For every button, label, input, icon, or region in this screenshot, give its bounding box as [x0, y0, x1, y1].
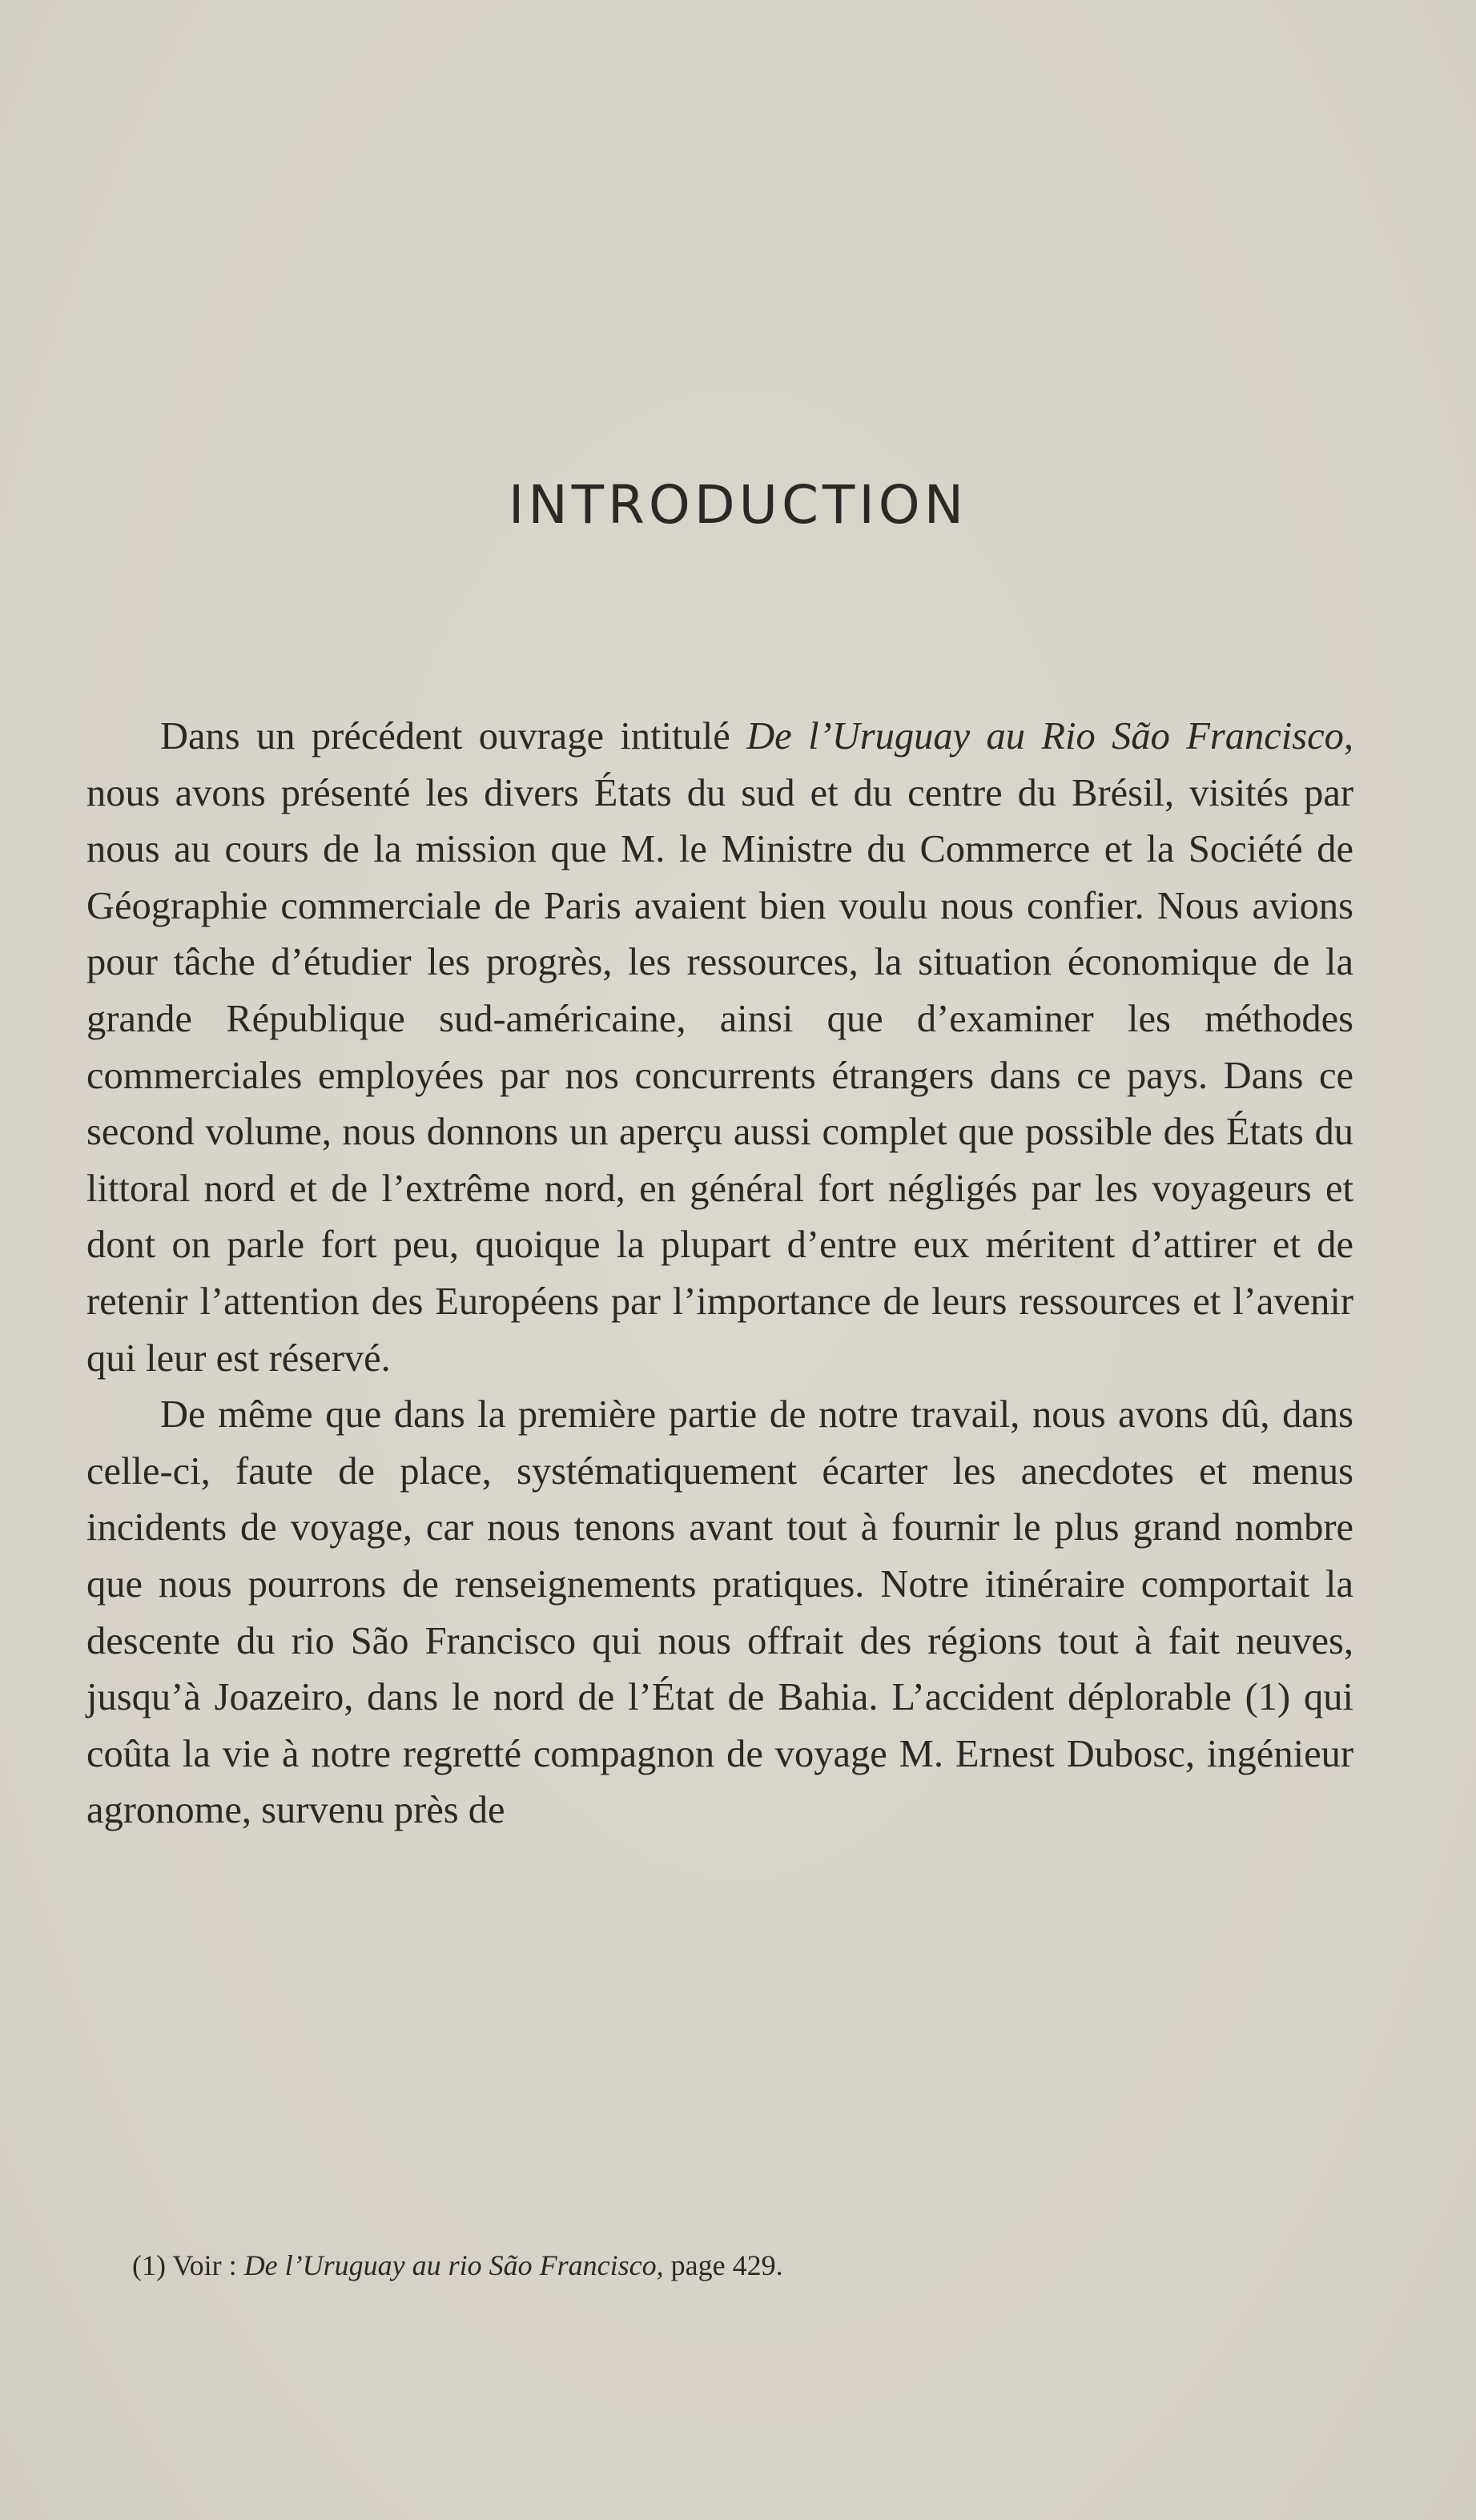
paragraph-1-body: nous avons présenté les divers États du sud et du centre du Brésil, visités par nous au cours de la mission que M. le Ministre du Commerce et la Société de Géographie commerciale de Paris avaient bien voulu nous confier. Nous avions pour tâche d’étudier les progrès, les ressources, la situation économique de la grande République sud-américaine, ainsi que d’examiner les méthodes commerciales employées par nos concurrents étrangers dans ce pays. Dans ce second volume, nous donnons un aperçu aussi complet que possible des États du littoral nord et de l’extrême nord, en général fort négligés par les voyageurs et dont on parle fort peu, quoique la plupart d’entre eux méritent d’attirer et de retenir l’attention des Européens par l’importance de leurs ressources et l’avenir qui leur est réservé.	[86, 771, 1353, 1380]
paragraph-1	[86, 709, 1353, 1387]
page-title: INTRODUCTION	[508, 474, 968, 537]
paragraph-1-intro: Dans un précédent ouvrage intitulé	[160, 715, 747, 758]
paragraph-2: De même que dans la première partie de notre travail, nous avons dû, dans celle-ci, faute de place, systématiquement écarter les anecdotes et menus incidents de voyage, car nous tenons avant tout à fournir le plus grand nombre que nous pourrons de renseignements pratiques. Notre itinéraire comportait la descente du rio São Francisco qui nous offrait des régions tout à fait neuves, jusqu’à Joazeiro, dans le nord de l’État de Bahia. L’accident déplorable (1) qui coûta la vie à notre regretté compagnon de voyage M. Ernest Dubosc, ingénieur agronome, survenu près de	[86, 1393, 1353, 1832]
footnote-page: page 429.	[663, 2249, 783, 2281]
footnote-prefix: (1) Voir :	[132, 2249, 244, 2281]
footnote-book-title: De l’Uruguay au rio São Francisco,	[243, 2249, 664, 2281]
footnote	[132, 2249, 1333, 2282]
book-title-reference: De l’Uruguay au Rio São Francisco,	[746, 715, 1353, 758]
body-text	[86, 709, 1353, 1839]
